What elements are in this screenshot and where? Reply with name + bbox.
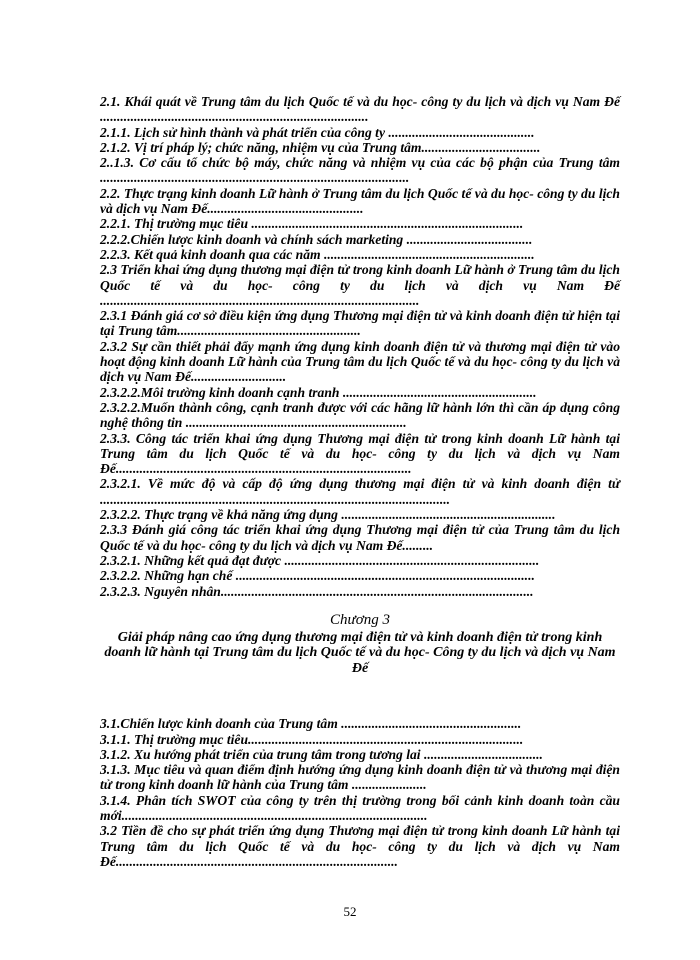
toc-entry: 3.1.1. Thị trường mục tiêu.................................................................................: [100, 731, 524, 747]
toc-entry: 2.3.3. Công tác triển khai ứng dụng Thương mại điện tử trong kinh doanh Lữ hành tại Trung tâm du lịch Quốc tế và du học- công ty du lịch và dịch vụ Nam Đế.......................................................................................: [100, 430, 620, 477]
toc-entry: 3.1.Chiến lược kinh doanh của Trung tâm .....................................................: [100, 716, 522, 732]
toc-entry: 2.2. Thực trạng kinh doanh Lữ hành ở Trung tâm du lịch Quốc tế và du học- công ty du lịch và dịch vụ Nam Đế..............................................: [100, 185, 620, 217]
toc-entry: 3.2 Tiền đề cho sự phát triển ứng dụng Thương mại điện tử trong kinh doanh Lữ hành tại Trung tâm du lịch Quốc tế và du học- công ty du lịch và dịch vụ Nam Đế...................................................................................: [100, 823, 620, 869]
toc-page: [100, 94, 620, 869]
toc-entry: 2.3.2.3. Nguyên nhân............................................................................................: [100, 583, 534, 599]
toc-entry: 2.3.2.2. Những hạn chế ........................................................................................: [100, 568, 535, 584]
toc-entry: 3.1.4. Phân tích SWOT của công ty trên thị trường trong bối cảnh kinh doanh toàn cầu mới..........................................................................................: [100, 792, 620, 824]
toc-entry: 2.3.2.2.Muốn thành công, cạnh tranh được với các hãng lữ hành lớn thì cần áp dụng công nghệ thông tin .................................................................: [100, 399, 620, 431]
page-number: 52: [343, 904, 357, 919]
chapter-title: Chương 3: [330, 611, 390, 628]
toc-entry: 2.2.3. Kết quả kinh doanh qua các năm ..............................................................: [100, 246, 535, 262]
chapter-subtitle: Giải pháp nâng cao ứng dụng thương mại điện tử và kinh doanh điện tử trong kinh doanh lữ hành tại Trung tâm du lịch Quốc tế và du học- Công ty du lịch và dịch vụ Nam Đế: [104, 629, 616, 676]
toc-entry: 2.3 Triển khai ứng dụng thương mại điện tử trong kinh doanh Lữ hành ở Trung tâm du lịch Quốc tế và du học- công ty du lịch và dịch vụ Nam Đế ..............................................................................................: [100, 262, 620, 308]
toc-entry: 2.3.2 Sự cần thiết phải đẩy mạnh ứng dụng kinh doanh điện tử và thương mại điện tử vào hoạt động kinh doanh Lữ hành của Trung tâm du lịch Quốc tế và du học- công ty du lịch và dịch vụ Nam Đế............................: [100, 338, 620, 385]
toc-entry: 2.3.2.2. Thực trạng về khả năng ứng dụng ...............................................................: [100, 507, 556, 523]
chapter-heading: [100, 612, 620, 677]
toc-entry: 2.3.3 Đánh giá công tác triển khai ứng dụng Thương mại điện tử của Trung tâm du lịch Quốc tế và du học- công ty du lịch và dịch vụ Nam Đế.........: [100, 522, 620, 553]
toc-entry: 2.2.1. Thị trường mục tiêu ................................................................................: [100, 216, 524, 232]
toc-entry: 2.1. Khái quát về Trung tâm du lịch Quốc tế và du học- công ty du lịch và dịch vụ Nam Đế ...............................................................................: [100, 94, 620, 125]
toc-entry: 2.1.1. Lịch sử hình thành và phát triển của công ty ...........................................: [100, 124, 535, 140]
toc-entry: 2.1.2. Vị trí pháp lý; chức năng, nhiệm vụ của Trung tâm...................................: [100, 139, 541, 155]
toc-entry: 2.3.1 Đánh giá cơ sở điều kiện ứng dụng Thương mại điện tử và kinh doanh điện tử hiện tại tại Trung tâm......................................................: [100, 308, 620, 339]
toc-entry: 2.3.2.1. Về mức độ và cấp độ ứng dụng thương mại điện tử và kinh doanh điện tử .......................................................................................................: [100, 476, 620, 507]
toc-entry: 3.1.3. Mục tiêu và quan điểm định hướng ứng dụng kinh doanh điện tử và thương mại điện tử trong kinh doanh lữ hành của Trung tâm ......................: [100, 762, 620, 793]
toc-entry: 2.3.2.1. Những kết quả đạt được ...........................................................................: [100, 552, 540, 568]
toc-entry: 2.3.2.2.Môi trường kinh doanh cạnh tranh .........................................................: [100, 384, 537, 400]
toc-entry: 2.2.2.Chiến lược kinh doanh và chính sách marketing .....................................: [100, 231, 533, 247]
toc-entry: 3.1.2. Xu hướng phát triển của trung tâm trong tương lai ...................................: [100, 746, 543, 762]
toc-section-chapter-2: [100, 94, 620, 599]
toc-entry: 2..1.3. Cơ cấu tổ chức bộ máy, chức năng và nhiệm vụ của các bộ phận của Trung tâm ...........................................................................................: [100, 155, 620, 186]
toc-section-chapter-3: [100, 716, 620, 869]
